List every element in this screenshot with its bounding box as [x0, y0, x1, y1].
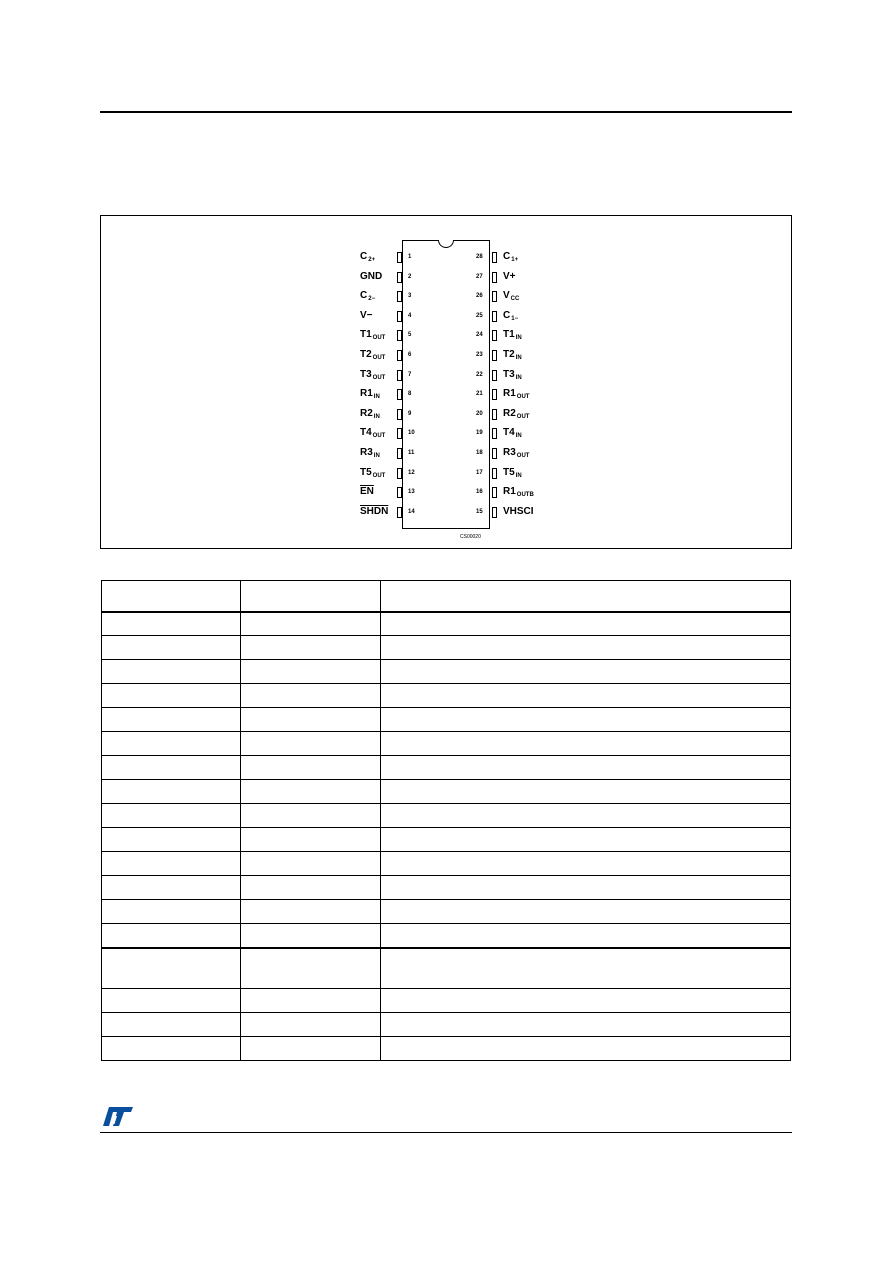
pin-6: [360, 349, 450, 361]
table-cell: [381, 660, 791, 684]
pin-label: [360, 506, 388, 518]
pin-subscript: IN: [373, 394, 380, 401]
pin-label: [503, 447, 529, 462]
pin-subscript: IN: [515, 472, 522, 479]
pin-label: [503, 506, 534, 518]
pin-description-table: [101, 580, 791, 1061]
pin-number: 1: [408, 254, 412, 260]
pin-pad: [492, 311, 497, 322]
pin-pad: [397, 330, 402, 341]
table-row: [102, 780, 791, 804]
table-row: [102, 756, 791, 780]
pin-11: [360, 447, 450, 459]
table-cell: [381, 732, 791, 756]
pin-name: V−: [360, 309, 373, 321]
pin-pad: [397, 409, 402, 420]
pin-number: 14: [408, 508, 415, 515]
table-cell: [241, 989, 381, 1013]
pin-number: 11: [408, 450, 415, 456]
pin-number: 12: [408, 469, 415, 476]
table-cell: [381, 989, 791, 1013]
pin-name: VHSCI: [503, 505, 534, 517]
pin-name: V: [503, 290, 510, 302]
pin-subscript: OUT: [372, 433, 386, 440]
pin-pad: [492, 389, 497, 400]
pin-number: 7: [408, 371, 412, 378]
pin-label: [503, 310, 518, 325]
pin-label: [503, 467, 522, 482]
pin-18: [476, 447, 566, 459]
pin-number: 26: [476, 293, 483, 300]
table-cell: [241, 1037, 381, 1061]
pin-16: [476, 486, 566, 498]
pin-pad: [397, 428, 402, 439]
table-cell: [102, 780, 241, 804]
table-row: [102, 708, 791, 732]
pin-12: [360, 467, 450, 479]
pin-subscript: OUT: [516, 453, 530, 459]
table-cell: [241, 636, 381, 660]
header-cell-symbol: [241, 581, 381, 612]
table-cell: [241, 948, 381, 989]
footer-rule: [100, 1132, 792, 1133]
pin-name: R3: [360, 447, 373, 458]
table-cell: [241, 924, 381, 948]
pin-subscript: 2−: [368, 296, 376, 303]
pin-number: 27: [476, 273, 483, 280]
pin-name: T1: [503, 329, 515, 341]
pin-number: 18: [476, 450, 483, 456]
pin-5: [360, 329, 450, 341]
pin-subscript: IN: [515, 355, 522, 361]
pin-name: T4: [360, 427, 372, 439]
table-cell: [381, 636, 791, 660]
pin-pad: [397, 370, 402, 381]
pin-label: [503, 408, 529, 423]
table-row: [102, 684, 791, 708]
pin-pad: [397, 252, 402, 263]
pin-3: [360, 290, 450, 302]
pin-26: [476, 290, 566, 302]
pin-name: $\overline{EN}$: [360, 486, 374, 498]
table-row: [102, 924, 791, 948]
table-cell: [381, 780, 791, 804]
pin-pad: [492, 252, 497, 263]
pin-number: 21: [476, 391, 483, 398]
table-cell: [102, 828, 241, 852]
table-cell: [381, 1037, 791, 1061]
pin-21: [476, 388, 566, 400]
table-cell: [102, 852, 241, 876]
pin-name: T4: [503, 427, 515, 439]
pin-22: [476, 369, 566, 381]
table-header-row: [102, 581, 791, 612]
pin-8: [360, 388, 450, 400]
pin-number: 10: [408, 430, 415, 437]
table-cell: [241, 828, 381, 852]
pin-name: C: [360, 290, 368, 302]
pin-name: C: [503, 309, 511, 321]
pin-label: [503, 486, 534, 501]
pin-number: 25: [476, 312, 483, 319]
pin-label: [503, 349, 522, 364]
pin-pad: [397, 389, 402, 400]
pin-number: 5: [408, 332, 412, 339]
pin-subscript: IN: [373, 453, 380, 459]
pin-pad: [492, 487, 497, 498]
pin-subscript: 2+: [368, 257, 376, 263]
pin-25: [476, 310, 566, 322]
table-cell: [102, 900, 241, 924]
pin-name: R1: [503, 388, 516, 400]
header-cell-pin-number: [102, 581, 241, 612]
pin-number: 15: [476, 508, 483, 515]
table-cell: [241, 708, 381, 732]
table-cell: [381, 1013, 791, 1037]
pin-15: [476, 506, 566, 518]
pin-label: [360, 427, 385, 442]
pin-14: [360, 506, 450, 518]
pin-name: T1: [360, 329, 372, 341]
pin-20: [476, 408, 566, 420]
table-row: [102, 660, 791, 684]
pin-subscript: IN: [373, 413, 380, 420]
pin-name: T3: [503, 368, 515, 380]
pin-7: [360, 369, 450, 381]
table-cell: [381, 756, 791, 780]
pin-label: [360, 369, 385, 384]
table-cell: [102, 708, 241, 732]
pin-17: [476, 467, 566, 479]
pin-label: [503, 290, 519, 305]
pin-number: 9: [408, 410, 412, 417]
pin-name: C: [360, 251, 368, 262]
pin-number: 16: [476, 489, 483, 496]
pin-number: 13: [408, 489, 415, 496]
table-row: [102, 876, 791, 900]
pin-pad: [397, 448, 402, 459]
pin-pad: [492, 291, 497, 302]
pin-label: [503, 388, 529, 403]
pin-pad: [397, 311, 402, 322]
table-cell: [381, 852, 791, 876]
table-cell: [102, 756, 241, 780]
pin-pad: [397, 350, 402, 361]
pin-label: [360, 290, 375, 305]
pin-name: R1: [360, 388, 373, 400]
table-cell: [241, 612, 381, 636]
pin-number: 28: [476, 254, 483, 260]
pin-label: [360, 388, 380, 403]
pin-number: 19: [476, 430, 483, 437]
table-cell: [241, 900, 381, 924]
table-row: [102, 612, 791, 636]
table-row: [102, 732, 791, 756]
table-cell: [102, 876, 241, 900]
pin-27: [476, 271, 566, 283]
table-row: [102, 828, 791, 852]
pin-label: [360, 310, 373, 322]
table-row: [102, 1037, 791, 1061]
pin-name: T3: [360, 368, 372, 380]
table-cell: [241, 756, 381, 780]
pin-24: [476, 329, 566, 341]
pin-number: 6: [408, 352, 412, 358]
pin-name: V+: [503, 270, 516, 282]
pin-number: 22: [476, 371, 483, 378]
pin-subscript: 1−: [511, 315, 519, 322]
table-row: [102, 948, 791, 989]
pin-name: SHDN: [360, 505, 389, 517]
pin-label: [360, 447, 380, 462]
table-cell: [241, 732, 381, 756]
pin-number: 23: [476, 352, 483, 358]
pin-name: R1: [503, 486, 516, 498]
pin-23: [476, 349, 566, 361]
pin-pad: [397, 468, 402, 479]
table-cell: [241, 852, 381, 876]
pin-pad: [492, 272, 497, 283]
pin-label: [360, 486, 374, 498]
pin-name: R3: [503, 447, 516, 458]
pin-label: [360, 271, 382, 283]
pin-number: 2: [408, 273, 412, 280]
pin-subscript: CC: [510, 296, 520, 303]
table-cell: [381, 948, 791, 989]
pin-number: 17: [476, 469, 483, 476]
table-cell: [241, 876, 381, 900]
table-row: [102, 989, 791, 1013]
table-cell: [102, 1013, 241, 1037]
table-cell: [102, 732, 241, 756]
pin-name: R2: [360, 407, 373, 419]
pin-1: [360, 251, 450, 263]
pin-subscript: IN: [515, 433, 522, 440]
pin-subscript: OUT: [372, 472, 386, 479]
pin-13: [360, 486, 450, 498]
table-row: [102, 1013, 791, 1037]
pin-name: C: [503, 251, 511, 262]
st-logo-icon: [99, 1104, 135, 1128]
table-cell: [102, 636, 241, 660]
table-cell: [381, 924, 791, 948]
pin-name: T2: [360, 349, 372, 360]
table-cell: [381, 804, 791, 828]
header-cell-name-function: [381, 581, 791, 612]
pin-label: [360, 329, 385, 344]
header-rule: [100, 111, 792, 113]
table-cell: [102, 948, 241, 989]
pin-pad: [492, 330, 497, 341]
pin-subscript: OUTB: [516, 492, 534, 499]
pin-number: 24: [476, 332, 483, 339]
pin-pad: [492, 428, 497, 439]
table-cell: [381, 684, 791, 708]
pin-label: [360, 467, 385, 482]
pin-label: [360, 349, 385, 364]
pin-pad: [397, 291, 402, 302]
pin-19: [476, 427, 566, 439]
pin-4: [360, 310, 450, 322]
table-cell: [381, 900, 791, 924]
pin-subscript: 1+: [511, 257, 519, 263]
table-body: [102, 612, 791, 1061]
table-row: [102, 852, 791, 876]
pin-number: 4: [408, 312, 412, 319]
pin-label: [503, 271, 516, 283]
table-cell: [381, 708, 791, 732]
table-cell: [381, 828, 791, 852]
pin-pad: [492, 448, 497, 459]
table-cell: [241, 1013, 381, 1037]
table-cell: [102, 804, 241, 828]
pin-subscript: OUT: [372, 374, 386, 381]
pin-configuration-figure: [100, 215, 792, 549]
table-cell: [381, 876, 791, 900]
figure-code: CS00020: [460, 534, 481, 540]
table-cell: [102, 1037, 241, 1061]
table-cell: [102, 924, 241, 948]
table-cell: [241, 804, 381, 828]
pin-name: T5: [503, 466, 515, 478]
pin-subscript: OUT: [516, 394, 530, 401]
table-row: [102, 636, 791, 660]
table-cell: [102, 989, 241, 1013]
pin-label: [503, 427, 522, 442]
pin-name: T2: [503, 349, 515, 360]
table-cell: [241, 684, 381, 708]
pin-pad: [397, 487, 402, 498]
pin-subscript: OUT: [372, 335, 386, 342]
pin-10: [360, 427, 450, 439]
pin-subscript: OUT: [372, 355, 386, 361]
pin-number: 20: [476, 410, 483, 417]
pin-label: [503, 369, 522, 384]
pin-pad: [492, 409, 497, 420]
pin-subscript: IN: [515, 335, 522, 342]
table-cell: [381, 612, 791, 636]
pin-pad: [492, 370, 497, 381]
table-row: [102, 804, 791, 828]
pin-pad: [492, 468, 497, 479]
pin-number: 8: [408, 391, 412, 398]
pin-name: GND: [360, 270, 383, 282]
pin-label: [503, 329, 522, 344]
pin-label: [503, 251, 518, 266]
pin-name: R2: [503, 407, 516, 419]
pin-pad: [492, 350, 497, 361]
table-cell: [241, 780, 381, 804]
table-row: [102, 900, 791, 924]
pin-label: [360, 408, 380, 423]
pin-28: [476, 251, 566, 263]
pin-subscript: OUT: [516, 413, 530, 420]
pin-pad: [492, 507, 497, 518]
pin-number: 3: [408, 293, 412, 300]
ic-notch: [438, 240, 454, 248]
pin-pad: [397, 272, 402, 283]
pin-pad: [397, 507, 402, 518]
pin-subscript: IN: [515, 374, 522, 381]
table-cell: [241, 660, 381, 684]
pin-2: [360, 271, 450, 283]
table-cell: [102, 660, 241, 684]
pin-name: T5: [360, 466, 372, 478]
pin-9: [360, 408, 450, 420]
table-cell: [102, 684, 241, 708]
pin-label: [360, 251, 375, 266]
table-cell: [102, 612, 241, 636]
